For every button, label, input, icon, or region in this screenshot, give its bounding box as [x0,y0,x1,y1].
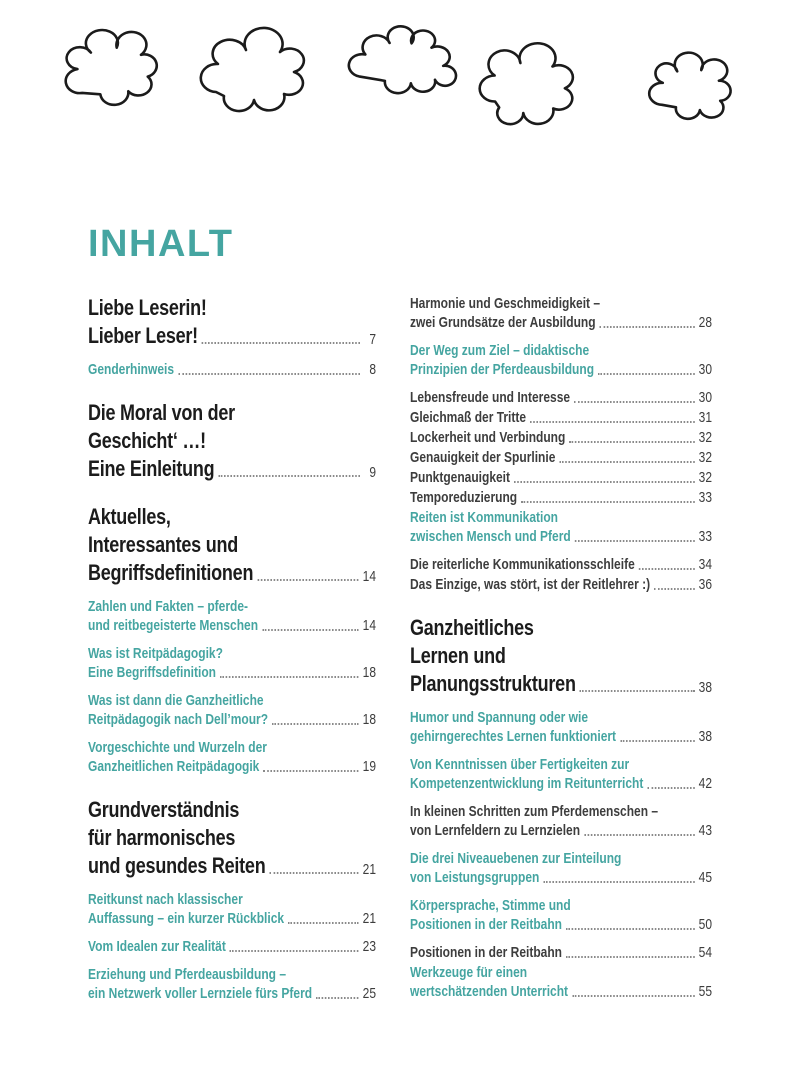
toc-entry-text: Aktuelles, [88,504,171,529]
toc-entry [410,448,712,467]
toc-entry-row [88,757,376,776]
toc-entry [88,360,376,379]
toc-entry [410,849,712,887]
toc-entry-text: Werkzeuge für einen [410,964,528,981]
toc-entry-text: Lockerheit und Verbindung [410,429,566,446]
dots-leader [288,922,359,924]
dots-leader [521,501,695,503]
toc-column-left [88,294,376,1012]
toc-entry-text: wertschätzenden Unterricht [410,983,569,1000]
page-number: 30 [698,361,712,378]
toc-entry-text: Das Einzige, was stört, ist der Reitlehrer :) [410,576,651,593]
toc-entry-row [410,915,712,934]
page-number: 30 [698,389,712,406]
toc-entry-row [88,937,376,956]
toc-entry-row [410,448,712,467]
toc-entry-row [88,909,376,928]
toc-entry [410,896,712,934]
dots-leader [584,834,695,836]
toc-entry-text: Die drei Niveauebenen zur Einteilung [410,850,622,867]
dots-leader [269,872,358,874]
toc-entry-text: Zahlen und Fakten – pferde- [88,598,249,615]
toc-columns [88,294,712,1012]
toc-entry [88,691,376,729]
dots-leader [262,629,359,631]
toc-entry [88,796,376,880]
toc-entry-row [410,943,712,962]
toc-entry [410,802,712,840]
dots-leader [600,326,695,328]
toc-entry-text: Positionen in der Reitbahn [410,916,563,933]
toc-entry-text: für harmonisches [88,825,236,850]
dots-leader [574,401,695,403]
toc-entry-row [88,710,376,729]
page-number: 43 [698,822,712,839]
toc-entry-text: Eine Einleitung [88,456,215,481]
toc-entry [410,428,712,447]
page-number: 19 [362,758,376,775]
page-number: 7 [369,331,376,348]
dots-leader [316,997,359,999]
toc-entry-text: Gleichmaß der Tritte [410,409,527,426]
toc-entry-row [88,322,376,350]
page-number: 18 [362,711,376,728]
cloud-icon [348,25,456,94]
toc-entry-row [410,868,712,887]
toc-entry-row [410,388,712,407]
page-number: 9 [369,464,376,481]
page-number: 21 [362,861,376,878]
cloud-icon [648,51,732,120]
toc-entry [88,738,376,776]
toc-entry-text: zwei Grundsätze der Ausbildung [410,314,596,331]
page-number: 33 [698,489,712,506]
toc-entry-text: Lebensfreude und Interesse [410,389,571,406]
toc-entry [88,937,376,956]
toc-entry-text: Genderhinweis [88,361,175,378]
toc-entry-row [88,663,376,682]
toc-entry-row [410,488,712,507]
toc-entry-text: Auffassung – ein kurzer Rückblick [88,910,285,927]
toc-entry-text: gehirngerechtes Lernen funktioniert [410,728,617,745]
toc-entry-text: Planungsstrukturen [410,671,576,696]
page-number: 50 [698,916,712,933]
toc-entry-row [88,984,376,1003]
cloud-icon [64,28,158,106]
toc-entry-text: Begriffsdefinitionen [88,560,254,585]
toc-entry [410,388,712,407]
page-number: 45 [698,869,712,886]
toc-entry-text: Lernen und [410,643,506,668]
page-number: 36 [698,576,712,593]
page-number: 54 [698,944,712,961]
page-number: 18 [362,664,376,681]
dots-leader [202,342,360,344]
dots-leader [620,740,695,742]
dots-leader [566,928,695,930]
dots-leader [647,787,694,789]
toc-entry-row [410,428,712,447]
toc-entry-text: Die reiterliche Kommunikationsschleife [410,556,635,573]
page-number: 23 [362,938,376,955]
dots-leader [230,950,359,952]
toc-entry-row [410,360,712,379]
page-number: 31 [698,409,712,426]
toc-entry [410,755,712,793]
dots-leader [272,723,359,725]
toc-entry-text: Erziehung und Pferdeausbildung – [88,966,287,983]
cloud-icon [479,43,574,125]
toc-entry-text: Die Moral von der [88,400,235,425]
toc-entry-text: Was ist dann die Ganzheitliche [88,692,264,709]
dots-leader [530,421,695,423]
page-number: 38 [698,728,712,745]
toc-entry-row [410,670,712,698]
page-number: 8 [369,361,376,378]
dots-leader [263,770,358,772]
toc-entry [410,294,712,332]
dots-leader [220,676,359,678]
dots-leader [639,568,695,570]
toc-entry-text: Temporeduzierung [410,489,518,506]
clouds-doodle [0,6,796,146]
dots-leader [218,475,360,477]
toc-entry [88,644,376,682]
toc-entry [410,708,712,746]
toc-entry [88,503,376,587]
toc-entry-text: Punktgenauigkeit [410,469,511,486]
toc-entry-text: Humor und Spannung oder wie [410,709,588,726]
page-number: 14 [362,568,376,585]
page-number: 33 [698,528,712,545]
page-number: 42 [698,775,712,792]
toc-entry-text: Ganzheitlichen Reitpädagogik [88,758,260,775]
page-number: 14 [362,617,376,634]
cloud-icon [201,28,304,111]
toc-entry [410,488,712,507]
toc-entry [88,399,376,483]
dots-leader [514,481,695,483]
toc-entry [410,614,712,698]
toc-entry-text: Grundverständnis [88,797,240,822]
toc-entry-text: Ganzheitliches [410,615,534,640]
toc-entry-text: von Leistungsgruppen [410,869,540,886]
page-title: INHALT [88,223,234,265]
toc-entry-text: Lieber Leser! [88,323,198,348]
dots-leader [654,588,695,590]
toc-entry-text: von Lernfeldern zu Lernzielen [410,822,581,839]
toc-entry [88,294,376,350]
toc-entry-row [88,852,376,880]
toc-column-right [410,294,712,1012]
dots-leader [543,881,694,883]
dots-leader [569,441,694,443]
toc-entry-row [410,727,712,746]
toc-entry [88,890,376,928]
toc-entry [88,597,376,635]
toc-entry [410,341,712,379]
dots-leader [572,995,695,997]
page-number: 32 [698,449,712,466]
toc-entry-row [410,555,712,574]
toc-entry-text: Reitkunst nach klassischer [88,891,243,908]
toc-entry-row [410,468,712,487]
toc-entry [410,408,712,427]
toc-entry-text: und reitbegeisterte Menschen [88,617,259,634]
toc-entry-row [410,408,712,427]
toc-entry-row [88,559,376,587]
toc-entry-text: Vom Idealen zur Realität [88,938,226,955]
toc-entry [410,555,712,574]
dots-leader [257,579,358,581]
page-number: 34 [698,556,712,573]
dots-leader [559,461,694,463]
toc-entry [410,508,712,546]
page-number: 55 [698,983,712,1000]
toc-entry-text: Reitpädagogik nach Dell’mour? [88,711,269,728]
page-number: 32 [698,469,712,486]
toc-entry [410,468,712,487]
dots-leader [580,690,695,692]
page-number: 32 [698,429,712,446]
page-number: 25 [362,985,376,1002]
toc-entry-row [410,982,712,1001]
toc-entry-text: Positionen in der Reitbahn [410,944,563,961]
toc-entry-text: Körpersprache, Stimme und [410,897,571,914]
toc-entry-text: und gesundes Reiten [88,853,266,878]
page-number: 21 [362,910,376,927]
toc-entry-text: Vorgeschichte und Wurzeln der [88,739,267,756]
toc-entry-text: Von Kenntnissen über Fertigkeiten zur [410,756,630,773]
toc-entry-text: Liebe Leserin! [88,295,207,320]
toc-entry-text: Interessantes und [88,532,238,557]
toc-entry-row [410,527,712,546]
toc-entry-text: ein Netzwerk voller Lernziele fürs Pferd [88,985,313,1002]
toc-entry-text: Reiten ist Kommunikation [410,509,559,526]
dots-leader [566,956,695,958]
toc-entry-text: Harmonie und Geschmeidigkeit – [410,295,601,312]
dots-leader [575,540,695,542]
toc-entry-row [410,313,712,332]
toc-entry-text: Geschicht‘ …! [88,428,206,453]
toc-entry-row [88,455,376,483]
toc-entry-row [88,616,376,635]
toc-entry [410,963,712,1001]
toc-entry-text: Kompetenzentwicklung im Reitunterricht [410,775,644,792]
toc-entry-row [88,360,376,379]
toc-entry-text: zwischen Mensch und Pferd [410,528,571,545]
toc-entry-text: In kleinen Schritten zum Pferdemenschen – [410,803,659,820]
toc-entry-row [410,821,712,840]
toc-entry-row [410,575,712,594]
page-number: 28 [698,314,712,331]
dots-leader [598,373,695,375]
toc-entry [88,965,376,1003]
toc-entry [410,943,712,962]
toc-entry-text: Prinzipien der Pferdeausbildung [410,361,595,378]
toc-entry [410,575,712,594]
toc-entry-row [410,774,712,793]
toc-entry-text: Genauigkeit der Spurlinie [410,449,556,466]
dots-leader [178,373,360,375]
page-number: 38 [698,679,712,696]
toc-entry-text: Was ist Reitpädagogik? [88,645,223,662]
toc-entry-text: Eine Begriffsdefinition [88,664,217,681]
toc-entry-text: Der Weg zum Ziel – didaktische [410,342,590,359]
